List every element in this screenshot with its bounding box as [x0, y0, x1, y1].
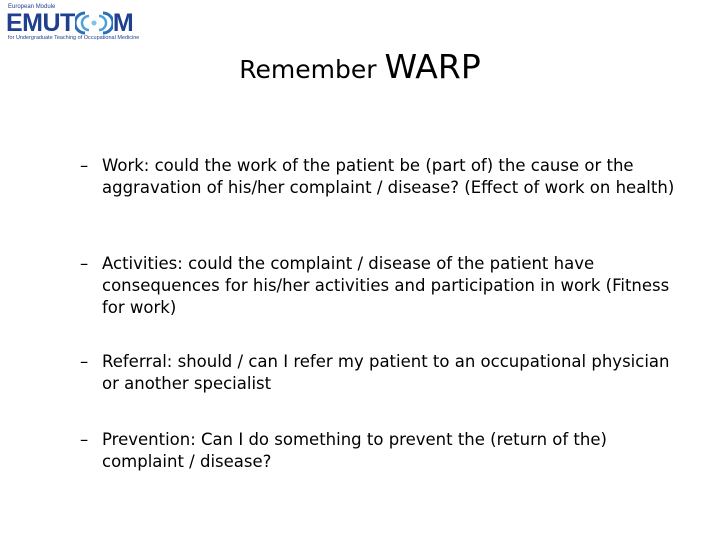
bullet-text: Prevention: Can I do something to prevent the (return of the) complaint / disease? — [102, 430, 607, 471]
emutom-logo — [6, 4, 156, 42]
bullet-dash: – — [80, 254, 89, 273]
bullet-prevention — [80, 429, 680, 473]
logo-top-text: European Module — [8, 4, 56, 10]
logo-sub-text: for Undergraduate Teaching of Occupational Medicine — [8, 35, 140, 41]
title-warp: WARP — [384, 47, 481, 86]
logo-rings-icon — [75, 10, 113, 36]
bullet-dash: – — [80, 352, 89, 371]
bullet-referral — [80, 351, 680, 395]
title-remember: Remember — [239, 55, 377, 84]
bullet-text: Activities: could the complaint / disease of the patient have consequences for his/her activities and participation in work (Fitness for work) — [102, 254, 670, 317]
bullet-work — [80, 155, 680, 199]
bullet-dash: – — [80, 430, 89, 449]
bullet-text: Work: could the work of the patient be (part of) the cause or the aggravation of his/her complaint / disease? (Effect of work on health) — [102, 156, 675, 197]
logo-last-letter: M — [112, 9, 134, 37]
slide-title — [0, 47, 720, 86]
logo-wordmark — [6, 10, 134, 36]
bullet-text: Referral: should / can I refer my patient to an occupational physician or another specialist — [102, 352, 670, 393]
logo-letters: EMUT — [6, 9, 75, 37]
bullet-activities — [80, 253, 680, 319]
bullet-dash: – — [80, 156, 89, 175]
